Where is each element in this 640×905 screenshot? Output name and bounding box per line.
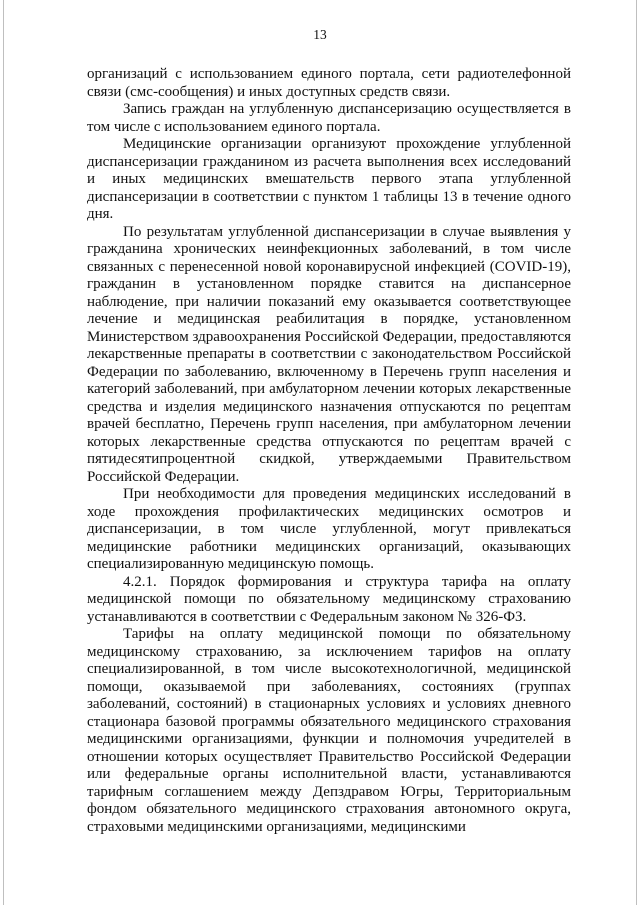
- paragraph-5: При необходимости для проведения медицинских исследований в ходе прохождения профилактических медицинских осмотров и диспансеризации, в том числе углубленной, могут привлекаться медицинские работники медицинских организаций, оказывающих специализированную медицинскую помощь.: [87, 486, 571, 572]
- document-body: [87, 66, 571, 836]
- page-scan-edge-right: [636, 0, 637, 905]
- paragraph-1: организаций с использованием единого портала, сети радиотелефонной связи (смс-сообщения) и иных доступных средств связи.: [87, 66, 571, 100]
- page-scan-edge-left: [3, 0, 4, 905]
- paragraph-7: Тарифы на оплату медицинской помощи по обязательному медицинскому страхованию, за исключением тарифов на оплату специализированной, в том числе высокотехнологичной, медицинской помощи, оказываемой при заболеваниях, состояниях (группах заболеваний, состояний) в стационарных условиях и условиях дневного стационара базовой программы обязательного медицинского страхования медицинскими организациями, функции и полномочия учредителей в отношении которых осуществляет Правительство Российской Федерации или федеральные органы исполнительной власти, устанавливаются тарифным соглашением между Депздравом Югры, Территориальным фондом обязательного медицинского страхования автономного округа, страховыми медицинскими организациями, медицинскими: [87, 626, 571, 835]
- paragraph-4: По результатам углубленной диспансеризации в случае выявления у гражданина хронических неинфекционных заболеваний, в том числе связанных с перенесенной новой коронавирусной инфекцией (COVID-19), гражданин в установленном порядке ставится на диспансерное наблюдение, при наличии показаний ему оказывается соответствующее лечение и медицинская реабилитация в порядке, установленном Министерством здравоохранения Российской Федерации, предоставляются лекарственные препараты в соответствии с законодательством Российской Федерации по заболеванию, включенному в Перечень групп населения и категорий заболеваний, при амбулаторном лечении которых лекарственные средства и изделия медицинского назначения отпускаются по рецептам врачей бесплатно, Перечень групп населения, при амбулаторном лечении которых лекарственные средства отпускаются по рецептам врачей с пятидесятипроцентной скидкой, утверждаемыми Правительством Российской Федерации.: [87, 223, 571, 485]
- paragraph-3: Медицинские организации организуют прохождение углубленной диспансеризации гражданином из расчета выполнения всех исследований и иных медицинских вмешательств первого этапа углубленной диспансеризации в соответствии с пунктом 1 таблицы 13 в течение одного дня.: [87, 136, 571, 222]
- paragraph-6: 4.2.1. Порядок формирования и структура тарифа на оплату медицинской помощи по обязательному медицинскому страхованию устанавливаются в соответствии с Федеральным законом № 326-ФЗ.: [87, 573, 571, 625]
- paragraph-2: Запись граждан на углубленную диспансеризацию осуществляется в том числе с использованием единого портала.: [87, 101, 571, 135]
- page-number: 13: [313, 27, 327, 42]
